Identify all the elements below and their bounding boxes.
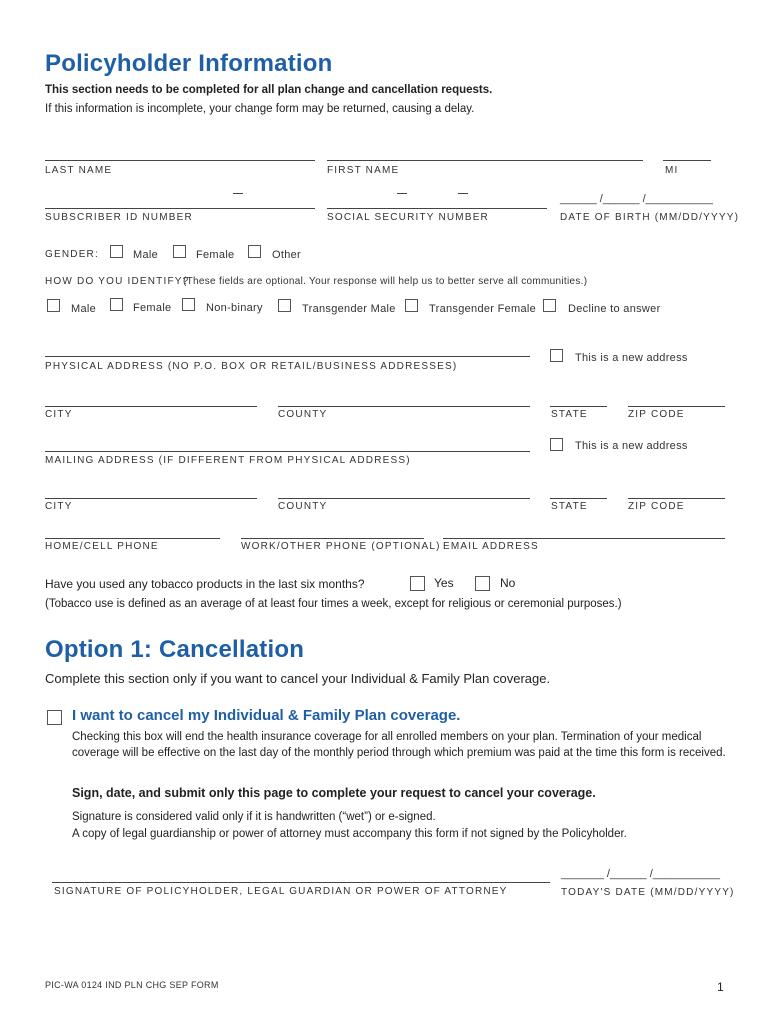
intro-text: If this information is incomplete, your change form may be returned, causing a delay. [45, 103, 475, 115]
gender-label: GENDER: [45, 249, 99, 260]
zip-field[interactable] [628, 406, 725, 407]
state-field[interactable] [550, 406, 607, 407]
dob-field[interactable]: ______ /______ /___________ [560, 193, 713, 205]
mailing-new-address-label: This is a new address [575, 440, 688, 452]
ssn-label: SOCIAL SECURITY NUMBER [327, 212, 489, 223]
tobacco-question: Have you used any tobacco products in the last six months? [45, 577, 365, 591]
gender-male-checkbox[interactable] [110, 245, 123, 258]
identify-note: (These fields are optional. Your response will help us to better serve all communities.) [183, 276, 588, 287]
intro-bold: This section needs to be completed for all plan change and cancellation requests. [45, 84, 493, 96]
subscriber-id-dash [233, 193, 243, 194]
tobacco-yes-label: Yes [434, 576, 454, 590]
identify-nonbinary-label: Non-binary [206, 302, 263, 314]
mailing-new-address-checkbox[interactable] [550, 438, 563, 451]
physical-address-label: PHYSICAL ADDRESS (NO P.O. BOX OR RETAIL/BUSINESS ADDRESSES) [45, 361, 458, 372]
work-phone-field[interactable] [241, 538, 424, 539]
identify-nonbinary-checkbox[interactable] [182, 298, 195, 311]
gender-female-label: Female [196, 249, 235, 261]
email-field[interactable] [443, 538, 725, 539]
identify-trans-female-checkbox[interactable] [405, 299, 418, 312]
mailing-state-field[interactable] [550, 498, 607, 499]
identify-male-label: Male [71, 303, 97, 315]
identify-decline-label: Decline to answer [568, 303, 661, 315]
cancel-coverage-checkbox[interactable] [47, 710, 62, 725]
county-field[interactable] [278, 406, 530, 407]
page-number: 1 [717, 980, 724, 994]
identify-decline-checkbox[interactable] [543, 299, 556, 312]
identify-female-label: Female [133, 302, 172, 314]
email-label: EMAIL ADDRESS [443, 541, 539, 552]
tobacco-no-label: No [500, 576, 516, 590]
mi-label: MI [665, 165, 679, 176]
identify-trans-female-label: Transgender Female [429, 303, 537, 315]
city-label: CITY [45, 409, 73, 420]
physical-new-address-checkbox[interactable] [550, 349, 563, 362]
first-name-field[interactable] [327, 160, 643, 161]
last-name-field[interactable] [45, 160, 315, 161]
mailing-city-label: CITY [45, 501, 73, 512]
identify-label: HOW DO YOU IDENTIFY? [45, 276, 190, 287]
home-phone-label: HOME/CELL PHONE [45, 541, 159, 552]
todays-date-label: TODAY'S DATE (MM/DD/YYYY) [561, 887, 735, 898]
first-name-label: FIRST NAME [327, 165, 400, 176]
signature-note-2: A copy of legal guardianship or power of attorney must accompany this form if not signed by the Policyholder. [72, 828, 627, 840]
mailing-zip-label: ZIP CODE [628, 501, 685, 512]
mailing-county-field[interactable] [278, 498, 530, 499]
signature-label: SIGNATURE OF POLICYHOLDER, LEGAL GUARDIAN OR POWER OF ATTORNEY [54, 886, 508, 897]
tobacco-yes-checkbox[interactable] [410, 576, 425, 591]
gender-male-label: Male [133, 249, 159, 261]
identify-male-checkbox[interactable] [47, 299, 60, 312]
subscriber-id-label: SUBSCRIBER ID NUMBER [45, 212, 193, 223]
state-label: STATE [551, 409, 588, 420]
sign-heading: Sign, date, and submit only this page to complete your request to cancel your coverage. [72, 786, 596, 800]
mailing-zip-field[interactable] [628, 498, 725, 499]
tobacco-no-checkbox[interactable] [475, 576, 490, 591]
ssn-dash-2 [458, 193, 468, 194]
signature-note-1: Signature is considered valid only if it is handwritten (“wet”) or e-signed. [72, 811, 436, 823]
identify-trans-male-label: Transgender Male [302, 303, 396, 315]
mi-field[interactable] [663, 160, 711, 161]
cancellation-subtitle: Complete this section only if you want to cancel your Individual & Family Plan coverage. [45, 671, 551, 686]
mailing-county-label: COUNTY [278, 501, 328, 512]
city-field[interactable] [45, 406, 257, 407]
last-name-label: LAST NAME [45, 165, 113, 176]
gender-other-checkbox[interactable] [248, 245, 261, 258]
gender-female-checkbox[interactable] [173, 245, 186, 258]
ssn-dash-1 [397, 193, 407, 194]
home-phone-field[interactable] [45, 538, 220, 539]
identify-trans-male-checkbox[interactable] [278, 299, 291, 312]
physical-new-address-label: This is a new address [575, 352, 688, 364]
mailing-address-label: MAILING ADDRESS (IF DIFFERENT FROM PHYSICAL ADDRESS) [45, 455, 411, 466]
todays-date-field[interactable]: _______ /______ /___________ [561, 868, 721, 880]
county-label: COUNTY [278, 409, 328, 420]
tobacco-note: (Tobacco use is defined as an average of at least four times a week, except for religious or ceremonial purposes.) [45, 598, 622, 610]
signature-field[interactable] [52, 882, 550, 883]
mailing-state-label: STATE [551, 501, 588, 512]
cancel-coverage-label: I want to cancel my Individual & Family Plan coverage. [72, 707, 461, 724]
mailing-city-field[interactable] [45, 498, 257, 499]
identify-female-checkbox[interactable] [110, 298, 123, 311]
zip-label: ZIP CODE [628, 409, 685, 420]
mailing-address-field[interactable] [45, 451, 530, 452]
gender-other-label: Other [272, 249, 302, 261]
section-title-cancellation: Option 1: Cancellation [45, 636, 305, 663]
form-id: PIC-WA 0124 IND PLN CHG SEP FORM [45, 980, 219, 990]
dob-label: DATE OF BIRTH (MM/DD/YYYY) [560, 212, 740, 223]
subscriber-id-field[interactable] [45, 208, 315, 209]
section-title-policyholder: Policyholder Information [45, 50, 333, 77]
work-phone-label: WORK/OTHER PHONE (OPTIONAL) [241, 541, 441, 552]
physical-address-field[interactable] [45, 356, 530, 357]
ssn-field[interactable] [327, 208, 547, 209]
cancel-explanation: Checking this box will end the health insurance coverage for all enrolled members on your plan. Termination of your medical coverage will be effective on the last day of the monthly period through which premium was paid at the time this form is received. [72, 731, 726, 759]
